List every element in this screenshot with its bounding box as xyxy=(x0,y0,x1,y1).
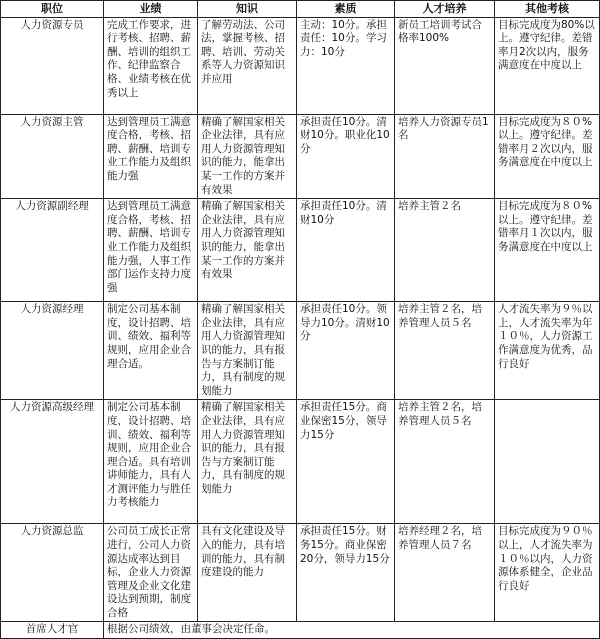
table-header xyxy=(1,1,600,18)
cell-other: 目标完成度为８０%以上。遵守纪律。差错率月２次以内，服务满意度在中度以上 xyxy=(495,114,600,199)
cell-role: 首席人才官 xyxy=(1,622,104,639)
cell-talent: 培养主管２名，培养管理人员５名 xyxy=(395,400,495,524)
header-talent-development: 人才培养 xyxy=(395,1,495,18)
table-row xyxy=(1,114,600,199)
cell-talent: 培养主管２名，培养管理人员５名 xyxy=(395,302,495,400)
header-position: 职位 xyxy=(1,1,104,18)
cell-knowledge: 具有文化建设及导入的能力，具有培训的能力，具有制度建设的能力 xyxy=(198,524,297,622)
table-row xyxy=(1,524,600,622)
cell-quality: 承担责任15分。财务15分。商业保密20分，领导力15分 xyxy=(297,524,395,622)
cell-performance: 制定公司基本制度，设计招聘、培训、绩效、福利等规则，应用企业合理合适。 xyxy=(104,302,198,400)
cell-role: 人力资源主管 xyxy=(1,114,104,199)
cell-talent: 培养主管２名 xyxy=(395,199,495,302)
cell-performance: 完成工作要求，进行考核、招聘、薪酬、培训的组织工作、纪律监察合格、业绩考核在优秀以上 xyxy=(104,17,198,114)
table-row xyxy=(1,622,600,639)
cell-other: 目标完成度为９０％以上，人才流失率为１０％以内，人力资源体系健全，企业品行良好 xyxy=(495,524,600,622)
cell-performance: 公司员工成长正常进行，公司人力资源达成率达到目标，企业人力资源管理及企业文化建设达到预期，制度合格 xyxy=(104,524,198,622)
header-other-assessment: 其他考核 xyxy=(495,1,600,18)
cell-quality: 承担责任10分。清财10分。职业化10分 xyxy=(297,114,395,199)
table-row xyxy=(1,400,600,524)
header-performance: 业绩 xyxy=(104,1,198,18)
cell-role: 人力资源高级经理 xyxy=(1,400,104,524)
cell-knowledge: 精确了解国家相关企业法律，具有应用人力资源管理知识的能力，能拿出某一工作的方案并有效果 xyxy=(198,199,297,302)
cell-other xyxy=(495,400,600,524)
cell-other: 人才流失率为９％以上，人才流失率为年１０％，人力资源工作满意度为优秀，品行良好 xyxy=(495,302,600,400)
header-row xyxy=(1,1,600,18)
cell-role: 人力资源专员 xyxy=(1,17,104,114)
cell-talent: 新员工培训考试合格率100% xyxy=(395,17,495,114)
table-row xyxy=(1,17,600,114)
cell-quality: 承担责任10分。清财10分 xyxy=(297,199,395,302)
table-row xyxy=(1,302,600,400)
cell-knowledge: 了解劳动法、公司法，掌握考核、招聘、培训、劳动关系等人力资源知识并应用 xyxy=(198,17,297,114)
cell-role: 人力资源经理 xyxy=(1,302,104,400)
cell-quality: 主动：10分。承担责任：10分。学习力：10分 xyxy=(297,17,395,114)
cell-knowledge: 精确了解国家相关企业法律，具有应用人力资源管理知识的能力，具有报告与方案制订能力，具有制度的规划能力 xyxy=(198,400,297,524)
cell-talent: 培养人力资源专员1名 xyxy=(395,114,495,199)
table-body xyxy=(1,17,600,638)
cell-talent: 培养经理２名，培养管理人员７名 xyxy=(395,524,495,622)
cell-knowledge: 精确了解国家相关企业法律，具有应用人力资源管理知识的能力，具有报告与方案制订能力，具有制度的规划能力 xyxy=(198,302,297,400)
cell-performance: 根据公司绩效，由董事会决定任命。 xyxy=(104,622,600,639)
cell-performance: 达到管理员工满意度合格，考核、招聘、薪酬、培训专业工作能力及组织能力强，人事工作部门运作支持力度强 xyxy=(104,199,198,302)
cell-performance: 达到管理员工满意度合格，考核、招聘、薪酬、培训专业工作能力及组织能力强 xyxy=(104,114,198,199)
cell-performance: 制定公司基本制度，设计招聘、培训、绩效、福利等规则，应用企业合理合适。具有培训讲师能力，具有人才测评能力与胜任力考核能力 xyxy=(104,400,198,524)
header-quality: 素质 xyxy=(297,1,395,18)
header-knowledge: 知识 xyxy=(198,1,297,18)
table-row xyxy=(1,199,600,302)
cell-other: 目标完成度为８０%以上。遵守纪律。差错率月１次以内，服务满意度在中度以上 xyxy=(495,199,600,302)
cell-quality: 承担责任15分。商业保密15分，领导力15分 xyxy=(297,400,395,524)
cell-role: 人力资源总监 xyxy=(1,524,104,622)
cell-quality: 承担责任10分。领导力10分。清财10分 xyxy=(297,302,395,400)
cell-other: 目标完成度为80%以上。遵守纪律。差错率月2次以内，服务满意度在中度以上 xyxy=(495,17,600,114)
cell-knowledge: 精确了解国家相关企业法律，具有应用人力资源管理知识的能力，能拿出某一工作的方案并有效果 xyxy=(198,114,297,199)
cell-role: 人力资源副经理 xyxy=(1,199,104,302)
